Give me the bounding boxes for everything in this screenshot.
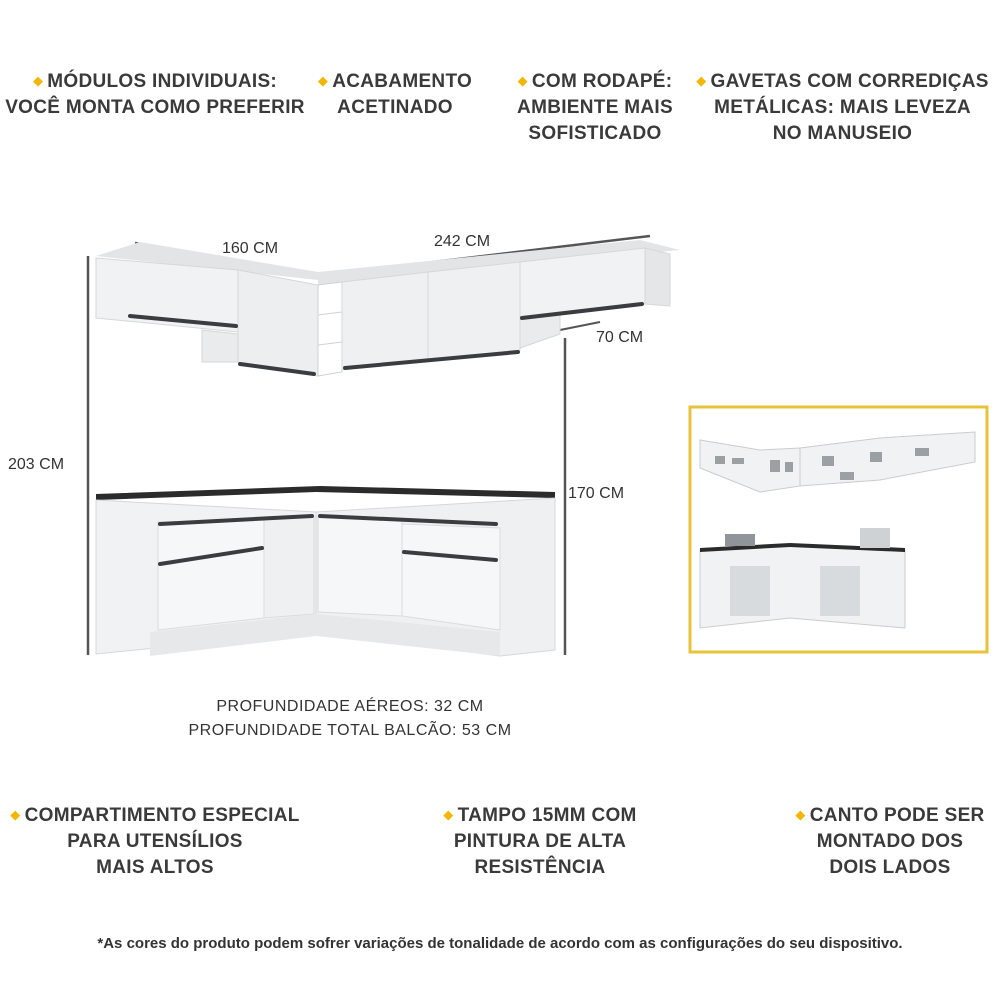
feature-countertop: ◆ TAMPO 15MM COM PINTURA DE ALTA RESISTÊNCIA: [443, 805, 637, 878]
feature-tall-compartment: ◆ COMPARTIMENTO ESPECIAL PARA UTENSÍLIOS MAIS ALTOS: [10, 805, 300, 878]
diamond-bullet-icon: ◆: [696, 73, 707, 88]
feature-modules: ◆ MÓDULOS INDIVIDUAIS: VOCÊ MONTA COMO PREFERIR: [5, 71, 305, 118]
diamond-bullet-icon: ◆: [517, 73, 528, 88]
inset-photo: [690, 407, 987, 652]
feature-finish: ◆ ACABAMENTO ACETINADO: [317, 71, 473, 118]
diamond-bullet-icon: ◆: [795, 807, 806, 822]
width-left-label: 160 CM: [222, 240, 279, 257]
counter-height-label: 170 CM: [568, 485, 625, 502]
feature-corner: ◆ CANTO PODE SER MONTADO DOS DOIS LADOS: [795, 805, 985, 878]
upper-depth-label: 70 CM: [596, 329, 644, 346]
color-disclaimer: *As cores do produto podem sofrer variações de tonalidade de acordo com as configurações do seu dispositivo.: [97, 935, 903, 952]
diamond-bullet-icon: ◆: [10, 807, 21, 822]
width-right-label: 242 CM: [434, 233, 491, 250]
total-height-label: 203 CM: [8, 456, 65, 473]
upper-cabinets: [96, 240, 680, 376]
feature-drawers: ◆ GAVETAS COM CORREDIÇAS METÁLICAS: MAIS LEVEZA NO MANUSEIO: [696, 71, 989, 144]
feature-baseboard: ◆ COM RODAPÉ: AMBIENTE MAIS SOFISTICADO: [517, 71, 673, 144]
depth-counter-note: PROFUNDIDADE TOTAL BALCÃO: 53 CM: [188, 722, 512, 739]
diamond-bullet-icon: ◆: [443, 807, 454, 822]
diamond-bullet-icon: ◆: [32, 73, 44, 88]
base-cabinets: [96, 486, 555, 656]
depth-upper-note: PROFUNDIDADE AÉREOS: 32 CM: [216, 698, 484, 715]
diamond-bullet-icon: ◆: [317, 73, 329, 88]
